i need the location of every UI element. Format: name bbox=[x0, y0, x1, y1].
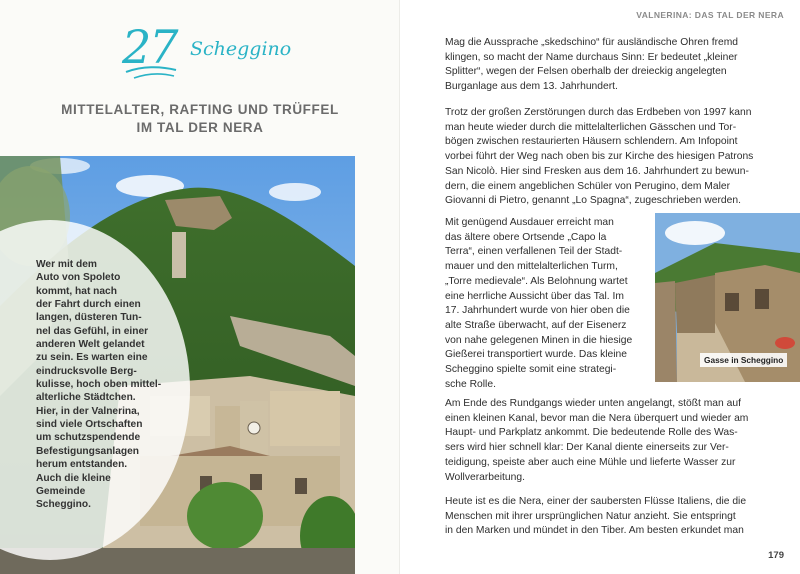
intro-line: nel das Gefühl, in einer bbox=[36, 325, 149, 337]
text-line: Menschen mit ihrer ursprünglichen Natur anzieht. Sie entspringt bbox=[445, 510, 736, 522]
text-line: vorbei führt der Weg nach oben bis zur Kirche des hiesigen Patrons bbox=[445, 151, 754, 163]
paragraph-1 bbox=[445, 36, 763, 95]
intro-line: herum entstanden. bbox=[36, 459, 128, 471]
intro-line: zu sein. Es warten eine bbox=[36, 352, 148, 364]
paragraph-5 bbox=[445, 495, 763, 539]
text-line: dern, die einem angeblichen Schüler von Perugino, dem Maler bbox=[445, 180, 731, 192]
intro-line: Befestigungsanlagen bbox=[36, 445, 140, 457]
chapter-swash-decoration bbox=[124, 62, 184, 84]
intro-line: Scheggino. bbox=[36, 499, 91, 511]
intro-line: Auch die kleine bbox=[36, 472, 111, 484]
text-line: 17. Jahrhundert wurde von hier oben die bbox=[445, 305, 630, 317]
paragraph-4 bbox=[445, 397, 763, 485]
chapter-headline bbox=[40, 101, 360, 137]
text-line: eine herrliche Aussicht über das Tal. Im bbox=[445, 290, 624, 302]
text-line: „Torre medievale“. Als Belohnung wartet bbox=[445, 275, 628, 287]
intro-line: Hier, in der Valnerina, bbox=[36, 405, 140, 417]
text-line: Scheggino spielte somit eine strategi- bbox=[445, 364, 617, 376]
text-line: Terra“, einen verfallenen Teil der Stadt- bbox=[445, 246, 623, 258]
text-line: einen kleinen Kanal, bevor man die Nera überquert und wieder am bbox=[445, 412, 749, 424]
text-line: Am Ende des Rundgangs wieder unten angelangt, stößt man auf bbox=[445, 398, 741, 409]
text-line: Giovanni di Pietro, genannt „Lo Spagna“, zugeschrieben werden. bbox=[445, 195, 741, 207]
text-line: Burganlage aus dem 13. Jahrhundert. bbox=[445, 81, 618, 93]
text-line: Trotz der großen Zerstörungen durch das Erdbeben von 1997 kann bbox=[445, 107, 752, 118]
text-line: Mit genügend Ausdauer erreicht man bbox=[445, 217, 614, 228]
photo-caption: Gasse in Scheggino bbox=[700, 353, 787, 367]
intro-line: Gemeinde bbox=[36, 485, 86, 497]
text-line: Gießerei transportiert wurde. Das kleine bbox=[445, 349, 627, 361]
text-line: klingen, so macht der Name durchaus Sinn: Er bedeutet „kleiner bbox=[445, 51, 738, 63]
intro-line: alterliche Städtchen. bbox=[36, 392, 136, 404]
intro-line: anderen Welt gelandet bbox=[36, 339, 145, 351]
chapter-number: 27 bbox=[122, 20, 177, 74]
text-line: von nahe gelegenen Minen in die hiesige bbox=[445, 334, 633, 346]
intro-line: der Fahrt durch einen bbox=[36, 299, 141, 311]
text-line: in den Marken und mündet in den Tiber. Am besten erkundet man bbox=[445, 525, 744, 537]
intro-line: langen, düsteren Tun- bbox=[36, 312, 142, 324]
text-line: das ältere obere Ortsende „Capo la bbox=[445, 231, 607, 243]
intro-line: eindrucksvolle Berg- bbox=[36, 365, 137, 377]
running-head: VALNERINA: DAS TAL DER NERA bbox=[636, 10, 784, 20]
text-line: bögen zwischen restaurierten Häusern schlendern. Am Infopoint bbox=[445, 136, 738, 148]
headline-line: MITTELALTER, RAFTING UND TRÜFFEL bbox=[61, 102, 339, 117]
paragraph-3 bbox=[445, 216, 641, 392]
text-line: Wollverarbeitung. bbox=[445, 471, 525, 483]
text-line: man heute wieder durch die mittelalterlichen Gässchen und Tor- bbox=[445, 121, 737, 133]
text-line: San Nicolò. Hier sind Fresken aus dem 16. Jahrhundert zu bewun- bbox=[445, 165, 749, 177]
text-line: sers wird hier schnell klar: Der Kanal diente einerseits zur Ver- bbox=[445, 442, 729, 454]
intro-paragraph bbox=[36, 258, 186, 512]
text-line: mauer und den mittelalterlichen Turm, bbox=[445, 261, 618, 273]
intro-line: Auto von Spoleto bbox=[36, 272, 121, 284]
text-line: alte Straße überwacht, auf der Eisenerz bbox=[445, 319, 627, 331]
intro-line: Wer mit dem bbox=[36, 259, 97, 270]
text-line: Mag die Aussprache „skedschino“ für ausländische Ohren fremd bbox=[445, 37, 739, 48]
headline-line: IM TAL DER NERA bbox=[136, 120, 264, 135]
text-line: Haupt- und Parkplatz ankommt. Die bedeutende Rolle des Was- bbox=[445, 427, 738, 439]
text-line: sche Rolle. bbox=[445, 378, 496, 390]
text-line: Splitter“, wegen der Felsen oberhalb der dreieckig angelegten bbox=[445, 66, 727, 78]
intro-line: kulisse, hoch oben mittel- bbox=[36, 379, 162, 391]
paragraph-2 bbox=[445, 106, 763, 209]
intro-line: kommt, hat nach bbox=[36, 285, 117, 297]
chapter-place-name: Scheggino bbox=[190, 38, 292, 60]
intro-line: um schutzspendende bbox=[36, 432, 141, 444]
page-number: 179 bbox=[768, 550, 784, 561]
text-line: Heute ist es die Nera, einer der saubersten Flüsse Italiens, die die bbox=[445, 496, 747, 507]
intro-line: sind viele Ortschaften bbox=[36, 419, 143, 431]
text-line: teidigung, speiste aber auch eine Mühle und lieferte Wasser zur bbox=[445, 456, 736, 468]
